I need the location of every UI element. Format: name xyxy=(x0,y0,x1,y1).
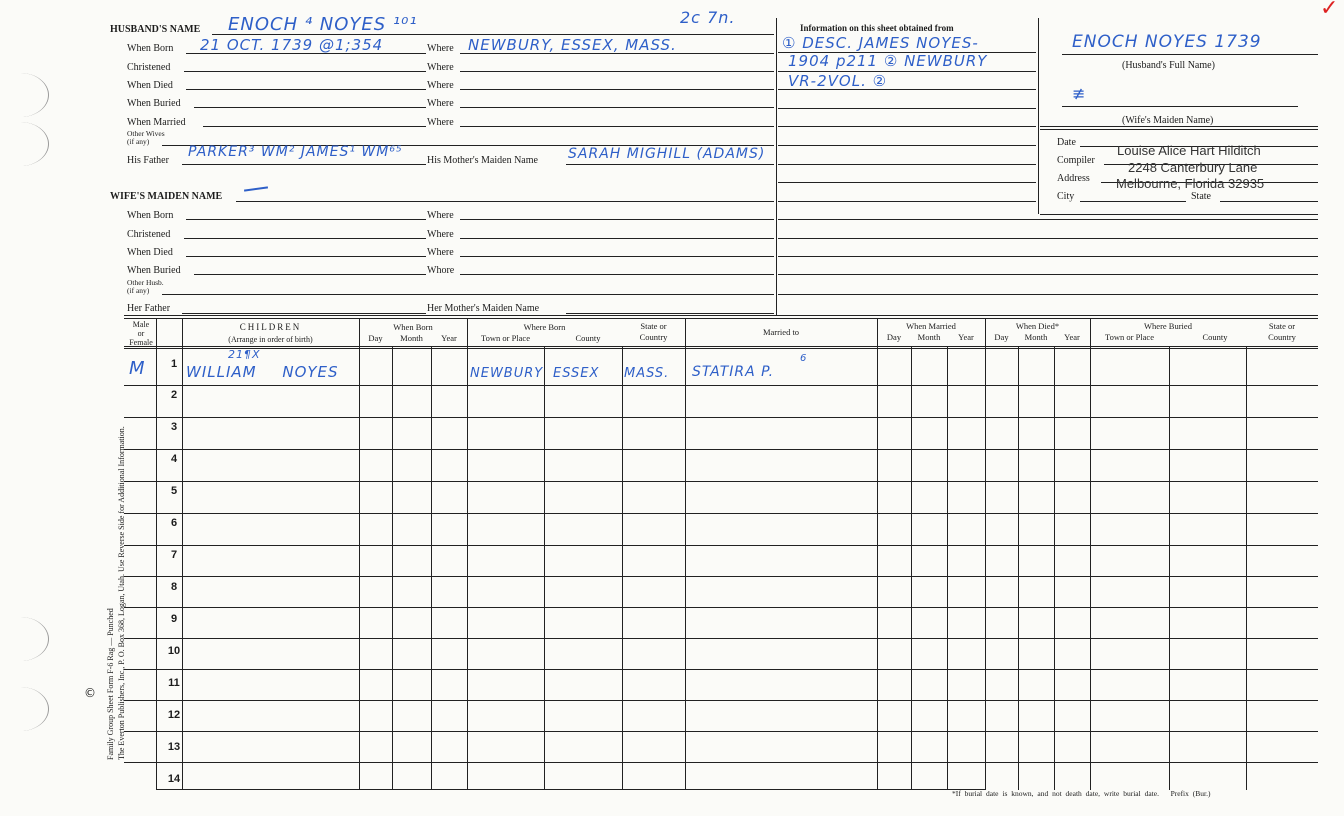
wife-buried-label: When Buried xyxy=(127,265,181,276)
husband-born-where-label: Where xyxy=(427,43,454,54)
wife-name-dash xyxy=(244,186,268,191)
header-when-married: When Married xyxy=(906,321,956,331)
header-children: CHILDREN xyxy=(239,322,302,332)
header-when-born: When Born xyxy=(393,322,433,332)
header-buried-county: County xyxy=(1202,332,1228,342)
husband-married-label: When Married xyxy=(127,117,186,128)
row-number: 1 xyxy=(170,358,178,370)
side-caption-2: The Everton Publishers, Inc., P. O. Box 368, Logan, Utah. Use Reverse Side for Additional Information. xyxy=(117,426,126,760)
row-number: 6 xyxy=(170,517,178,529)
side-caption-1: Family Group Sheet Form F-6 Rag — Punched xyxy=(106,608,115,760)
husband-father-label: His Father xyxy=(127,155,169,166)
row-number: 4 xyxy=(170,453,178,465)
wife-when-born-label: When Born xyxy=(127,210,174,221)
header-children-sub: (Arrange in order of birth) xyxy=(228,335,313,344)
row-number: 14 xyxy=(167,773,181,785)
husband-note-value: 2c 7n. xyxy=(680,8,736,27)
summary-wife-mark: ≢ xyxy=(1072,84,1087,103)
husband-mother-value: SARAH MIGHILL (ADAMS) xyxy=(568,146,766,162)
wife-other-husb-label: Other Husb. (if any) xyxy=(127,278,164,295)
husband-christened-where-label: Where xyxy=(427,62,454,73)
wife-died-label: When Died xyxy=(127,247,173,258)
husband-other-wives-label: Other Wives (if any) xyxy=(127,129,165,146)
binder-hole xyxy=(0,617,49,661)
summary-husband-caption: (Husband's Full Name) xyxy=(1122,60,1215,71)
header-born-town: Town or Place xyxy=(481,333,530,343)
check-mark-icon: ✓ xyxy=(1320,0,1339,21)
row-number: 11 xyxy=(168,677,180,689)
header-where-buried: Where Buried xyxy=(1144,321,1192,331)
child-1-spouse-sup: 6 xyxy=(800,353,808,364)
header-married-to: Married to xyxy=(762,327,800,337)
header-buried-state: State or Country xyxy=(1268,321,1296,342)
child-1-state: MASS. xyxy=(624,366,670,381)
binder-hole xyxy=(0,687,49,731)
header-born-state: State or Country xyxy=(639,321,668,342)
compiler-street: 2248 Canterbury Lane xyxy=(1128,160,1258,175)
husband-married-where-label: Where xyxy=(427,117,454,128)
row-number: 13 xyxy=(167,741,181,753)
header-male-female: Male or Female xyxy=(129,320,153,347)
husband-when-born-label: When Born xyxy=(127,43,174,54)
binder-hole xyxy=(0,73,49,117)
child-1-spouse: STATIRA P. xyxy=(692,364,775,380)
row-number: 5 xyxy=(170,485,178,497)
row-number: 7 xyxy=(170,549,178,561)
footnote: *If burial date is known, and not death date, write burial date. Prefix (Bur.) xyxy=(952,789,1211,798)
header-buried-town: Town or Place xyxy=(1105,332,1154,342)
row-number: 3 xyxy=(170,421,178,433)
row-number: 8 xyxy=(170,581,178,593)
child-1-town: NEWBURY xyxy=(470,366,544,381)
header-married-year: Year xyxy=(958,332,974,342)
compiler-city-state: Melbourne, Florida 32935 xyxy=(1116,176,1265,191)
info-header: Information on this sheet obtained from xyxy=(800,23,954,33)
info-line-2: 1904 p211 ② NEWBURY xyxy=(788,52,988,70)
wife-label: WIFE'S MAIDEN NAME xyxy=(110,191,223,202)
husband-died-label: When Died xyxy=(127,80,173,91)
info-line-3: VR-2VOL. ② xyxy=(788,72,888,90)
header-born-month: Month xyxy=(400,333,423,343)
husband-buried-label: When Buried xyxy=(127,98,181,109)
compiler-city-label: City xyxy=(1057,191,1075,202)
wife-christened-where-label: Where xyxy=(427,229,454,240)
child-1-county: ESSEX xyxy=(553,366,600,381)
row-number: 10 xyxy=(167,645,181,657)
summary-husband-name: ENOCH NOYES 1739 xyxy=(1072,32,1262,52)
copyright-icon: © xyxy=(84,686,96,700)
husband-christened-label: Christened xyxy=(127,62,171,73)
header-died-year: Year xyxy=(1064,332,1080,342)
compiler-state-label: State xyxy=(1191,191,1211,202)
header-married-day: Day xyxy=(886,332,902,342)
wife-father-label: Her Father xyxy=(127,303,171,314)
header-born-county: County xyxy=(575,333,601,343)
binder-hole xyxy=(0,122,49,166)
header-where-born: Where Born xyxy=(523,322,566,332)
wife-mother-label: Her Mother's Maiden Name xyxy=(427,303,540,314)
child-1-generation: 21¶X xyxy=(228,348,261,361)
child-1-name: WILLIAM NOYES xyxy=(186,363,339,381)
side-caption xyxy=(105,426,127,760)
compiler-date-label: Date xyxy=(1057,137,1076,148)
wife-died-where-label: Where xyxy=(427,247,454,258)
compiler-name: Louise Alice Hart Hilditch xyxy=(1117,143,1261,158)
compiler-label: Compiler xyxy=(1057,155,1095,166)
husband-father-value: PARKER³ WM² JAMES¹ WM⁶⁵ xyxy=(188,144,403,160)
husband-label: HUSBAND'S NAME xyxy=(110,24,201,35)
row-number: 9 xyxy=(170,613,178,625)
header-when-died: When Died* xyxy=(1015,321,1060,331)
compiler-address-label: Address xyxy=(1057,173,1090,184)
husband-name-value: ENOCH ⁴ NOYES ¹⁰¹ xyxy=(228,14,418,35)
header-died-month: Month xyxy=(1024,332,1048,342)
header-born-day: Day xyxy=(368,333,383,343)
husband-mother-label: His Mother's Maiden Name xyxy=(427,155,538,166)
husband-born-where-value: NEWBURY, ESSEX, MASS. xyxy=(468,36,677,54)
header-married-month: Month xyxy=(917,332,941,342)
child-1-sex: M xyxy=(129,358,146,379)
husband-died-where-label: Where xyxy=(427,80,454,91)
header-died-day: Day xyxy=(994,332,1009,342)
wife-buried-where-label: Whore xyxy=(427,265,455,276)
husband-buried-where-label: Where xyxy=(427,98,454,109)
info-line-1: ① DESC. JAMES NOYES- xyxy=(782,34,979,52)
summary-wife-caption: (Wife's Maiden Name) xyxy=(1122,115,1214,126)
wife-born-where-label: Where xyxy=(427,210,454,221)
row-number: 12 xyxy=(167,709,181,721)
wife-christened-label: Christened xyxy=(127,229,171,240)
header-born-year: Year xyxy=(441,333,457,343)
husband-born-value: 21 OCT. 1739 @1;354 xyxy=(200,36,384,54)
row-number: 2 xyxy=(170,389,178,401)
